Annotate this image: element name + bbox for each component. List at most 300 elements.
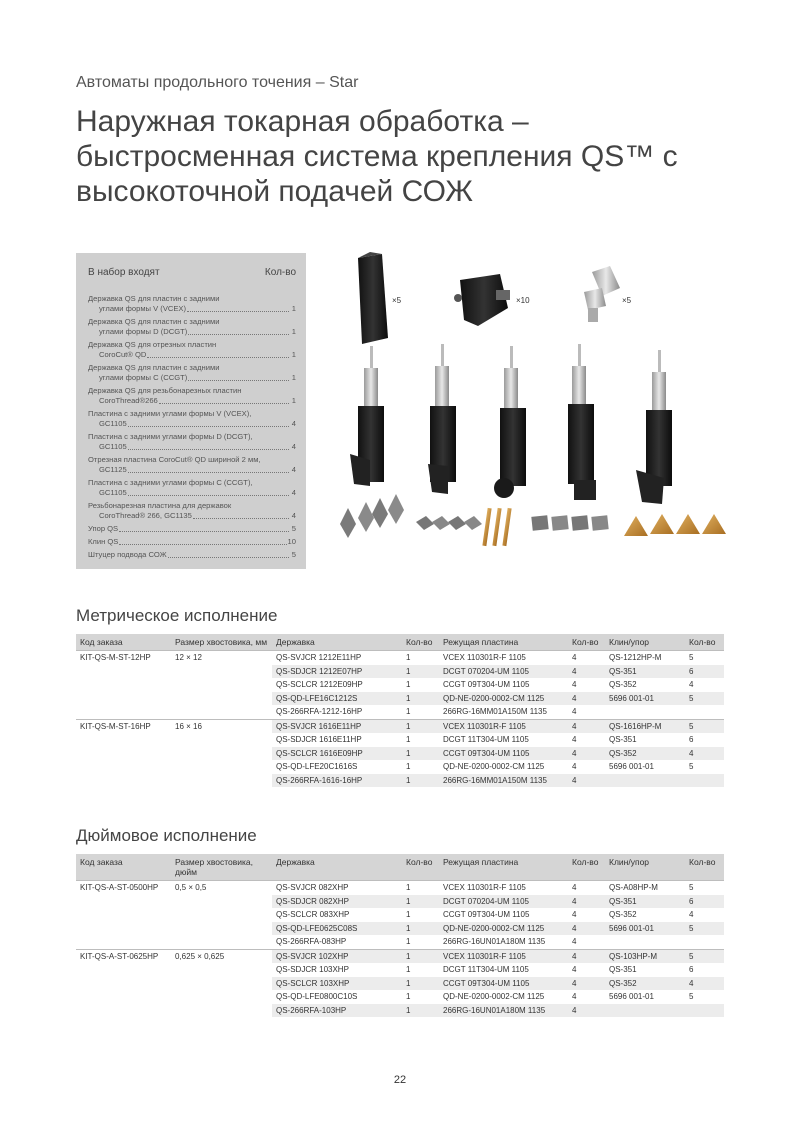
table-cell: 4 [572,965,577,974]
kit-item-line2 [88,488,296,498]
table-cell: 1 [402,895,439,909]
kit-item [88,317,296,337]
leader-dots [119,537,286,545]
table-cell: QD-NE-0200-0002-CM 1125 [443,762,545,771]
qs-stop-icon [358,252,388,344]
col-header: Клин/упор [605,634,685,651]
kit-item-line2 [88,327,296,337]
table-cell: 5 [685,692,724,706]
table-cell [685,1004,724,1018]
kit-item-qty: 4 [291,442,296,451]
table-cell: QS-SVJCR 1616E11HP [272,719,402,733]
table-cell: QD-NE-0200-0002-CM 1125 [439,692,568,706]
table-cell: QS-SDJCR 082XHP [272,895,402,909]
toolholder-icon-5 [636,350,672,504]
table-cell: 4 [568,692,605,706]
kit-item [88,478,296,498]
table-cell: 4 [685,977,724,991]
kit-item [88,455,296,475]
table-cell: KIT-QS-A-ST-0625HP [76,949,171,963]
inserts-vcex-icon [340,494,404,538]
kit-item-text: CoroThread® 266, GC1135 [99,511,192,520]
table-cell [171,895,272,909]
table-row [76,678,724,692]
table-cell [171,990,272,1004]
table-cell: QS-SVJCR 1212E11HP [272,651,402,665]
table-cell: QS-352 [605,747,685,761]
title-line: Наружная токарная обработка – [76,105,529,138]
leader-dots [159,396,289,404]
table-cell: 266RG-16UN01A180M 1135 [439,1004,568,1018]
table-header-row [76,854,724,881]
table-cell: 1 [402,977,439,991]
table-cell: 5 [685,881,724,895]
metric-table [76,634,724,787]
table-cell: CCGT 09T304-UM 1105 [443,680,530,689]
col-header: Режущая пластина [439,854,568,881]
table-row [76,990,724,1004]
kit-item-line1: Державка QS для пластин с задними [88,317,220,326]
table-cell: DCGT 11T304-UM 1105 [443,735,529,744]
table-cell: 1 [402,665,439,679]
table-cell: QS-QD-LFE20C1616S [276,762,358,771]
table-cell: 266RG-16MM01A150M 1135 [439,774,568,788]
table-cell: CCGT 09T304-UM 1105 [443,910,530,919]
inch-table [76,854,724,1017]
inserts-dcgt-icon [416,516,482,530]
table-cell: 5696 001-01 [605,922,685,936]
col-header: Кол-во [568,634,605,651]
table-cell: 5 [685,651,724,665]
table-cell: 266RG-16UN01A180M 1135 [443,937,546,946]
table-cell [171,747,272,761]
toolholder-icon-1 [350,346,384,486]
table-cell: 6 [689,735,694,744]
table-cell [76,990,171,1004]
table-cell: 4 [572,937,577,946]
table-cell: QS-352 [605,977,685,991]
table-cell: QS-QD-LFE16C1212S [272,692,402,706]
table-cell: QS-352 [609,680,637,689]
product-photos [330,246,750,566]
table-cell [171,733,272,747]
table-cell: QS-351 [605,665,685,679]
kit-item-line1 [88,550,296,560]
page-title [76,104,766,209]
table-cell: 1 [406,762,411,771]
kit-item-qty: 4 [291,465,296,474]
kit-item-qty: 4 [291,419,296,428]
qs-wedge-icon [454,274,510,326]
table-cell: 4 [572,735,577,744]
table-cell: DCGT 070204-UM 1105 [439,665,568,679]
table-cell: DCGT 070204-UM 1105 [439,895,568,909]
kit-item-line1: Пластина с задними углами формы V (VCEX), [88,409,252,418]
table-cell: QS-266RFA-1212-16HP [276,707,363,716]
table-cell: 1 [406,937,411,946]
kit-item-text: углами формы С (CCGT) [99,373,188,382]
table-cell: 1 [406,992,411,1001]
stop-multiplier: ×5 [392,296,402,305]
table-cell: 1 [402,719,439,733]
table-row [76,908,724,922]
table-cell: 6 [685,665,724,679]
table-row [76,665,724,679]
table-cell: 5696 001-01 [609,762,654,771]
leader-dots [188,327,289,335]
table-cell: 4 [572,707,577,716]
table-cell: 1 [402,692,439,706]
kit-item-qty: 1 [291,373,296,382]
toolholder-icon-3 [494,346,526,498]
kit-item-line1 [88,524,296,534]
table-cell: QS-266RFA-083HP [276,937,347,946]
table-row [76,895,724,909]
table-cell: 4 [572,992,577,1001]
table-cell: 0,625 × 0,625 [171,949,272,963]
kit-item-text: CoroThread®266 [99,396,158,405]
table-cell: KIT-QS-M-ST-16HP [76,719,171,733]
table-cell: KIT-QS-A-ST-0500HP [76,881,171,895]
table-cell: 4 [572,680,577,689]
table-row [76,760,724,774]
kit-item-line1: Державка QS для резьбонарезных пластин [88,386,242,395]
table-cell [605,1004,685,1018]
table-cell [171,963,272,977]
table-cell: 4 [568,651,605,665]
col-header: Державка [272,854,402,881]
table-cell [171,977,272,991]
table-cell: 6 [685,895,724,909]
table-cell: QS-SDJCR 103XHP [276,965,349,974]
table-cell: 4 [568,774,605,788]
fitting-multiplier: ×5 [622,296,632,305]
table-cell: 6 [689,965,694,974]
kit-item-qty: 10 [287,537,296,546]
table-cell: 1 [406,965,411,974]
table-cell: 4 [568,949,605,963]
col-header: Кол-во [568,854,605,881]
table-cell: 4 [685,747,724,761]
table-cell: 4 [568,881,605,895]
table-cell: 5 [689,992,694,1001]
wedge-multiplier: ×10 [516,296,530,305]
kit-item [88,409,296,429]
inserts-qd-icon [482,508,511,546]
table-cell: 4 [689,680,694,689]
table-row [76,935,724,949]
table-cell [171,678,272,692]
col-header: Кол-во [685,854,724,881]
col-header: Кол-во [402,854,439,881]
table-row [76,719,724,733]
table-cell: 5 [685,949,724,963]
kit-item-line1: Отрезная пластина CoroCut® QD шириной 2 мм, [88,455,261,464]
table-cell: VCEX 110301R-F 1105 [439,651,568,665]
kit-item-text: Упор QS [88,524,119,533]
table-cell [171,705,272,719]
table-row [76,651,724,665]
kit-item-qty: 1 [291,396,296,405]
kit-item-line2 [88,373,296,383]
table-cell: CCGT 09T304-UM 1105 [439,977,568,991]
kit-item-text: Штуцер подвода СОЖ [88,550,167,559]
col-header: Режущая пластина [439,634,568,651]
table-cell [76,692,171,706]
kit-item [88,363,296,383]
table-cell: VCEX 110301R-F 1105 [439,881,568,895]
kit-heading: В набор входят [88,267,160,278]
kit-item [88,501,296,521]
leader-dots [128,419,289,427]
leader-dots [187,304,289,312]
table-cell: 1 [406,735,411,744]
table-cell: QD-NE-0200-0002-CM 1125 [443,992,545,1001]
table-cell [171,1004,272,1018]
col-header: Державка [272,634,402,651]
table-cell: QS-SCLCR 1616E09HP [272,747,402,761]
table-cell: QS-266RFA-1616-16HP [272,774,402,788]
table-cell: 4 [568,895,605,909]
inch-section-title: Дюймовое исполнение [76,826,257,845]
table-cell: QS-1212HP-M [605,651,685,665]
table-cell: 4 [568,719,605,733]
kit-item [88,340,296,360]
leader-dots [128,465,289,473]
table-cell: QS-SCLCR 083XHP [276,910,350,919]
table-cell: QD-NE-0200-0002-CM 1125 [439,922,568,936]
table-cell: 5 [685,719,724,733]
table-cell: QS-QD-LFE0625C08S [272,922,402,936]
col-header: Код заказа [76,854,171,881]
table-cell: 1 [402,651,439,665]
table-cell: KIT-QS-M-ST-12HP [76,651,171,665]
kit-item-text: углами формы V (VCEX) [99,304,187,313]
table-cell: 5696 001-01 [605,692,685,706]
leader-dots [128,488,289,496]
table-cell [76,678,171,692]
table-cell: 266RG-16MM01A150M 1135 [443,707,547,716]
table-cell: QS-SVJCR 102XHP [272,949,402,963]
table-row [76,705,724,719]
kit-item [88,386,296,406]
kit-item-qty: 1 [291,327,296,336]
table-cell: QS-SCLCR 1212E09HP [276,680,363,689]
table-row [76,733,724,747]
kit-item-line2 [88,511,296,521]
table-cell [171,774,272,788]
table-row [76,1004,724,1018]
col-header: Размер хвостовика, мм [171,634,272,651]
kit-item-qty: 5 [291,550,296,559]
table-cell: 1 [402,1004,439,1018]
table-cell [171,908,272,922]
table-cell: 1 [402,949,439,963]
table-row [76,922,724,936]
table-cell: 1 [406,707,411,716]
kit-item [88,550,296,560]
kit-item [88,432,296,452]
table-cell [171,922,272,936]
kit-item-text: GC1105 [99,488,127,497]
table-cell [76,760,171,774]
col-header: Кол-во [685,634,724,651]
leader-dots [188,373,289,381]
col-header: Размер хвостовика, дюйм [171,854,272,881]
table-cell: QS-QD-LFE0800C10S [276,992,358,1001]
table-cell [171,935,272,949]
table-cell: 4 [568,922,605,936]
col-header: Клин/упор [605,854,685,881]
table-cell: QS-351 [609,735,637,744]
table-cell: 4 [568,665,605,679]
kit-item-qty: 4 [291,488,296,497]
table-cell [76,922,171,936]
col-header: Кол-во [402,634,439,651]
kit-item-line2 [88,419,296,429]
kit-item-line2 [88,350,296,360]
coolant-fitting-icon [584,266,620,322]
kit-list [88,294,296,560]
metric-section-title: Метрическое исполнение [76,606,278,625]
title-line: быстросменная система крепления QS™ с [76,140,678,173]
leader-dots [193,511,289,519]
table-cell [685,935,724,949]
table-cell [605,935,685,949]
kit-item-line2 [88,465,296,475]
table-cell [76,1004,171,1018]
table-cell [76,963,171,977]
table-cell [605,774,685,788]
kit-item-line2 [88,396,296,406]
kit-item-text: GC1125 [99,465,127,474]
kit-item-text: GC1105 [99,419,127,428]
table-cell: 16 × 16 [171,719,272,733]
table-cell: QS-266RFA-103HP [272,1004,402,1018]
kit-item-line1: Державка QS для отрезных пластин [88,340,217,349]
kit-header [88,267,296,278]
kit-item-qty: 1 [291,304,296,313]
table-cell: 4 [572,910,577,919]
col-header: Код заказа [76,634,171,651]
table-cell: 4 [568,977,605,991]
table-cell: 1 [402,922,439,936]
table-cell: 5 [685,922,724,936]
table-row [76,774,724,788]
kit-item-qty: 5 [291,524,296,533]
table-row [76,747,724,761]
table-row [76,963,724,977]
table-cell: VCEX 110301R-F 1105 [439,719,568,733]
table-cell [76,733,171,747]
page-subtitle: Автоматы продольного точения – Star [76,74,359,91]
kit-item-text: GC1105 [99,442,127,451]
kit-item-line1: Пластина с задними углами формы D (DCGT), [88,432,253,441]
table-header-row [76,634,724,651]
table-cell: VCEX 110301R-F 1105 [439,949,568,963]
table-cell [605,705,685,719]
table-cell: 1 [402,881,439,895]
table-cell [76,705,171,719]
table-row [76,881,724,895]
table-cell: QS-1616HP-M [605,719,685,733]
page-number: 22 [393,1074,407,1086]
table-cell: DCGT 11T304-UM 1105 [443,965,529,974]
table-row [76,692,724,706]
table-cell [76,747,171,761]
kit-item-line1 [88,537,296,547]
kit-item-text: Клин QS [88,537,119,546]
kit-item [88,294,296,314]
toolholder-icon-4 [568,344,596,500]
toolholder-icon-2 [428,344,456,494]
table-cell [76,665,171,679]
leader-dots [147,350,289,358]
leader-dots [119,524,289,532]
table-cell: 4 [689,910,694,919]
table-cell: 5696 001-01 [609,992,654,1001]
leader-dots [168,550,289,558]
table-cell: 12 × 12 [171,651,272,665]
table-cell: QS-SDJCR 1616E11HP [276,735,362,744]
table-cell [76,977,171,991]
table-row [76,949,724,963]
table-cell: 4 [572,762,577,771]
table-cell: 1 [406,910,411,919]
table-cell [685,705,724,719]
kit-item-line1: Пластина с задними углами формы C (CCGT), [88,478,253,487]
kit-qty-heading: Кол-во [264,267,296,278]
table-cell: QS-103HP-M [605,949,685,963]
table-cell: QS-352 [609,910,637,919]
table-cell: QS-SCLCR 103XHP [272,977,402,991]
kit-item-line1: Резьбонарезная пластина для державок [88,501,232,510]
table-cell: 1 [402,747,439,761]
kit-item [88,537,296,547]
tooling-illustration [330,246,750,566]
table-row [76,977,724,991]
inserts-266-icon [624,514,726,536]
table-cell [76,895,171,909]
table-cell: QS-SDJCR 1212E07HP [272,665,402,679]
table-cell [685,774,724,788]
kit-item [88,524,296,534]
table-cell [76,908,171,922]
kit-item-qty: 1 [291,350,296,359]
title-line: высокоточной подачей СОЖ [76,175,474,208]
table-cell: 1 [406,680,411,689]
kit-item-line2 [88,304,296,314]
kit-item-text: углами формы D (DCGT) [99,327,188,336]
kit-item-line2 [88,442,296,452]
table-cell [76,774,171,788]
leader-dots [128,442,289,450]
kit-item-line1: Державка QS для пластин с задними [88,363,220,372]
table-cell: QS-351 [605,895,685,909]
table-cell: QS-SVJCR 082XHP [272,881,402,895]
table-cell: QS-351 [609,965,637,974]
kit-item-qty: 4 [291,511,296,520]
table-cell: 4 [568,1004,605,1018]
table-cell: 1 [402,774,439,788]
table-cell [171,665,272,679]
table-cell: 0,5 × 0,5 [171,881,272,895]
kit-item-line1: Державка QS для пластин с задними [88,294,220,303]
table-cell [171,692,272,706]
table-cell: CCGT 09T304-UM 1105 [439,747,568,761]
table-cell [76,935,171,949]
table-cell: 4 [568,747,605,761]
